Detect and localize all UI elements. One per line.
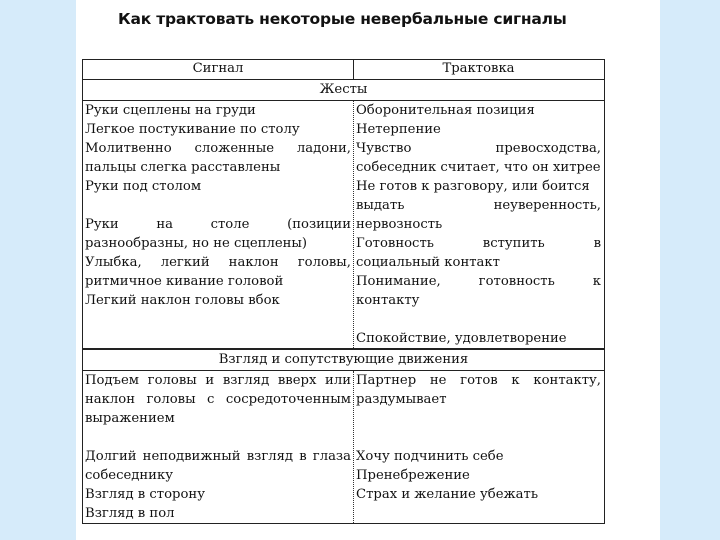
signal-line: собеседнику	[85, 468, 173, 483]
meaning-line: контакту	[356, 293, 420, 308]
signal-line: Взгляд в сторону	[85, 487, 205, 502]
signals-table	[82, 59, 605, 524]
meaning-column	[354, 371, 603, 523]
meaning-line: Спокойствие, удовлетворение	[356, 331, 567, 346]
signal-column	[83, 371, 354, 523]
signal-line	[85, 310, 351, 329]
meaning-line: Не готов к разговору, или боится	[356, 179, 590, 194]
signal-line: Руки на столе (позиции	[85, 217, 351, 232]
signal-line	[85, 196, 351, 215]
meaning-line: раздумывает	[356, 392, 447, 407]
meaning-line: Чувство превосходства,	[356, 141, 601, 156]
meaning-line: нервозность	[356, 217, 443, 232]
meaning-column	[354, 101, 603, 348]
signal-line: пальцы слегка расставлены	[85, 160, 281, 175]
meaning-line: Партнер не готов к контакту,	[356, 373, 601, 388]
header-meaning: Трактовка	[442, 61, 515, 76]
meaning-line: Пренебрежение	[356, 468, 470, 483]
signal-line	[85, 329, 351, 348]
section-title-gestures: Жесты	[83, 80, 604, 101]
section-body-gaze	[83, 371, 604, 523]
signal-line: Руки сцеплены на груди	[85, 103, 256, 118]
meaning-line: выдать неуверенность,	[356, 198, 601, 213]
meaning-line	[356, 310, 601, 329]
header-signal: Сигнал	[83, 60, 354, 79]
signal-line: Долгий неподвижный взгляд в глаза	[85, 449, 351, 464]
meaning-line	[356, 409, 601, 428]
meaning-line	[356, 428, 601, 447]
section-body-gestures	[83, 101, 604, 349]
signal-line: Улыбка, легкий наклон головы,	[85, 255, 351, 270]
signal-line: наклон головы с сосредоточенным	[85, 392, 351, 407]
signal-line: разнообразны, но не сцеплены)	[85, 236, 308, 251]
signal-line: Подъем головы и взгляд вверх или	[85, 373, 351, 388]
signal-line: Молитвенно сложенные ладони,	[85, 141, 351, 156]
signal-line: Легкое постукивание по столу	[85, 122, 300, 137]
meaning-line: Оборонительная позиция	[356, 103, 535, 118]
signal-column	[83, 101, 354, 348]
table-header	[83, 60, 604, 80]
signal-line: Руки под столом	[85, 179, 202, 194]
meaning-line: Готовность вступить в	[356, 236, 601, 251]
meaning-line: Страх и желание убежать	[356, 487, 539, 502]
signal-line: Взгляд в пол	[85, 506, 175, 521]
section-title-gaze: Взгляд и сопутствующие движения	[83, 349, 604, 371]
signal-line	[85, 428, 351, 447]
meaning-line: социальный контакт	[356, 255, 500, 270]
signal-line: Легкий наклон головы вбок	[85, 293, 280, 308]
meaning-line: собеседник считает, что он хитрее	[356, 160, 601, 175]
signal-line: выражением	[85, 411, 175, 426]
meaning-line	[356, 504, 601, 523]
meaning-line: Понимание, готовность к	[356, 274, 601, 289]
page-title: Как трактовать некоторые невербальные сигналы	[118, 10, 567, 28]
meaning-line: Хочу подчинить себе	[356, 449, 504, 464]
signal-line: ритмичное кивание головой	[85, 274, 284, 289]
meaning-line: Нетерпение	[356, 122, 441, 137]
